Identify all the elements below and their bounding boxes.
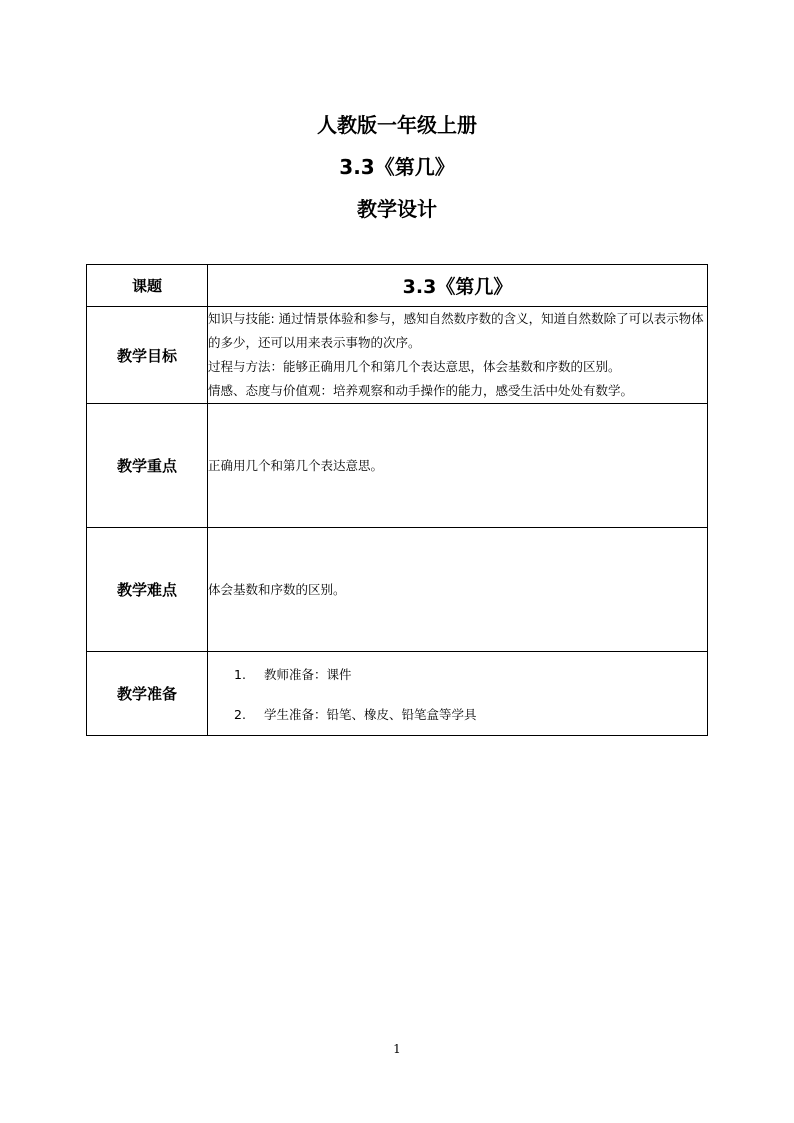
topic-label: 课题 bbox=[87, 265, 208, 307]
difficulties-value: 体会基数和序数的区别。 bbox=[208, 528, 708, 652]
title-lesson: 3.3《第几》 bbox=[339, 155, 455, 179]
goal-knowledge: 知识与技能: 通过情景体验和参与，感知自然数序数的含义，知道自然数除了可以表示物体的多少，还可以用来表示事物的次序。 bbox=[208, 311, 704, 350]
difficulties-label: 教学难点 bbox=[87, 528, 208, 652]
topic-value: 3.3《第几》 bbox=[208, 265, 708, 307]
lesson-plan-table bbox=[86, 264, 708, 736]
list-item bbox=[208, 705, 707, 725]
table-row-key-points bbox=[87, 404, 708, 528]
goal-attitude: 情感、态度与价值观：培养观察和动手操作的能力，感受生活中处处有数学。 bbox=[208, 383, 634, 398]
list-item-number: 2. bbox=[234, 706, 246, 722]
preparation-label: 教学准备 bbox=[87, 652, 208, 736]
key-points-label: 教学重点 bbox=[87, 404, 208, 528]
table-row-preparation bbox=[87, 652, 708, 736]
list-item bbox=[208, 665, 707, 685]
preparation-list bbox=[208, 659, 707, 729]
goals-label: 教学目标 bbox=[87, 307, 208, 404]
key-points-value: 正确用几个和第几个表达意思。 bbox=[208, 404, 708, 528]
title-textbook: 人教版一年级上册 bbox=[317, 113, 477, 137]
title-doc-type: 教学设计 bbox=[357, 197, 437, 221]
document-title bbox=[0, 104, 794, 230]
list-item-text: 教师准备：课件 bbox=[264, 666, 352, 682]
table-row-difficulties bbox=[87, 528, 708, 652]
goals-content bbox=[208, 307, 708, 404]
table-row-topic bbox=[87, 265, 708, 307]
table-row-goals bbox=[87, 307, 708, 404]
list-item-text: 学生准备：铅笔、橡皮、铅笔盒等学具 bbox=[264, 706, 477, 722]
list-item-number: 1. bbox=[234, 666, 246, 682]
goal-process: 过程与方法：能够正确用几个和第几个表达意思，体会基数和序数的区别。 bbox=[208, 359, 621, 374]
page-number: 1 bbox=[393, 1042, 401, 1056]
preparation-content bbox=[208, 652, 708, 736]
